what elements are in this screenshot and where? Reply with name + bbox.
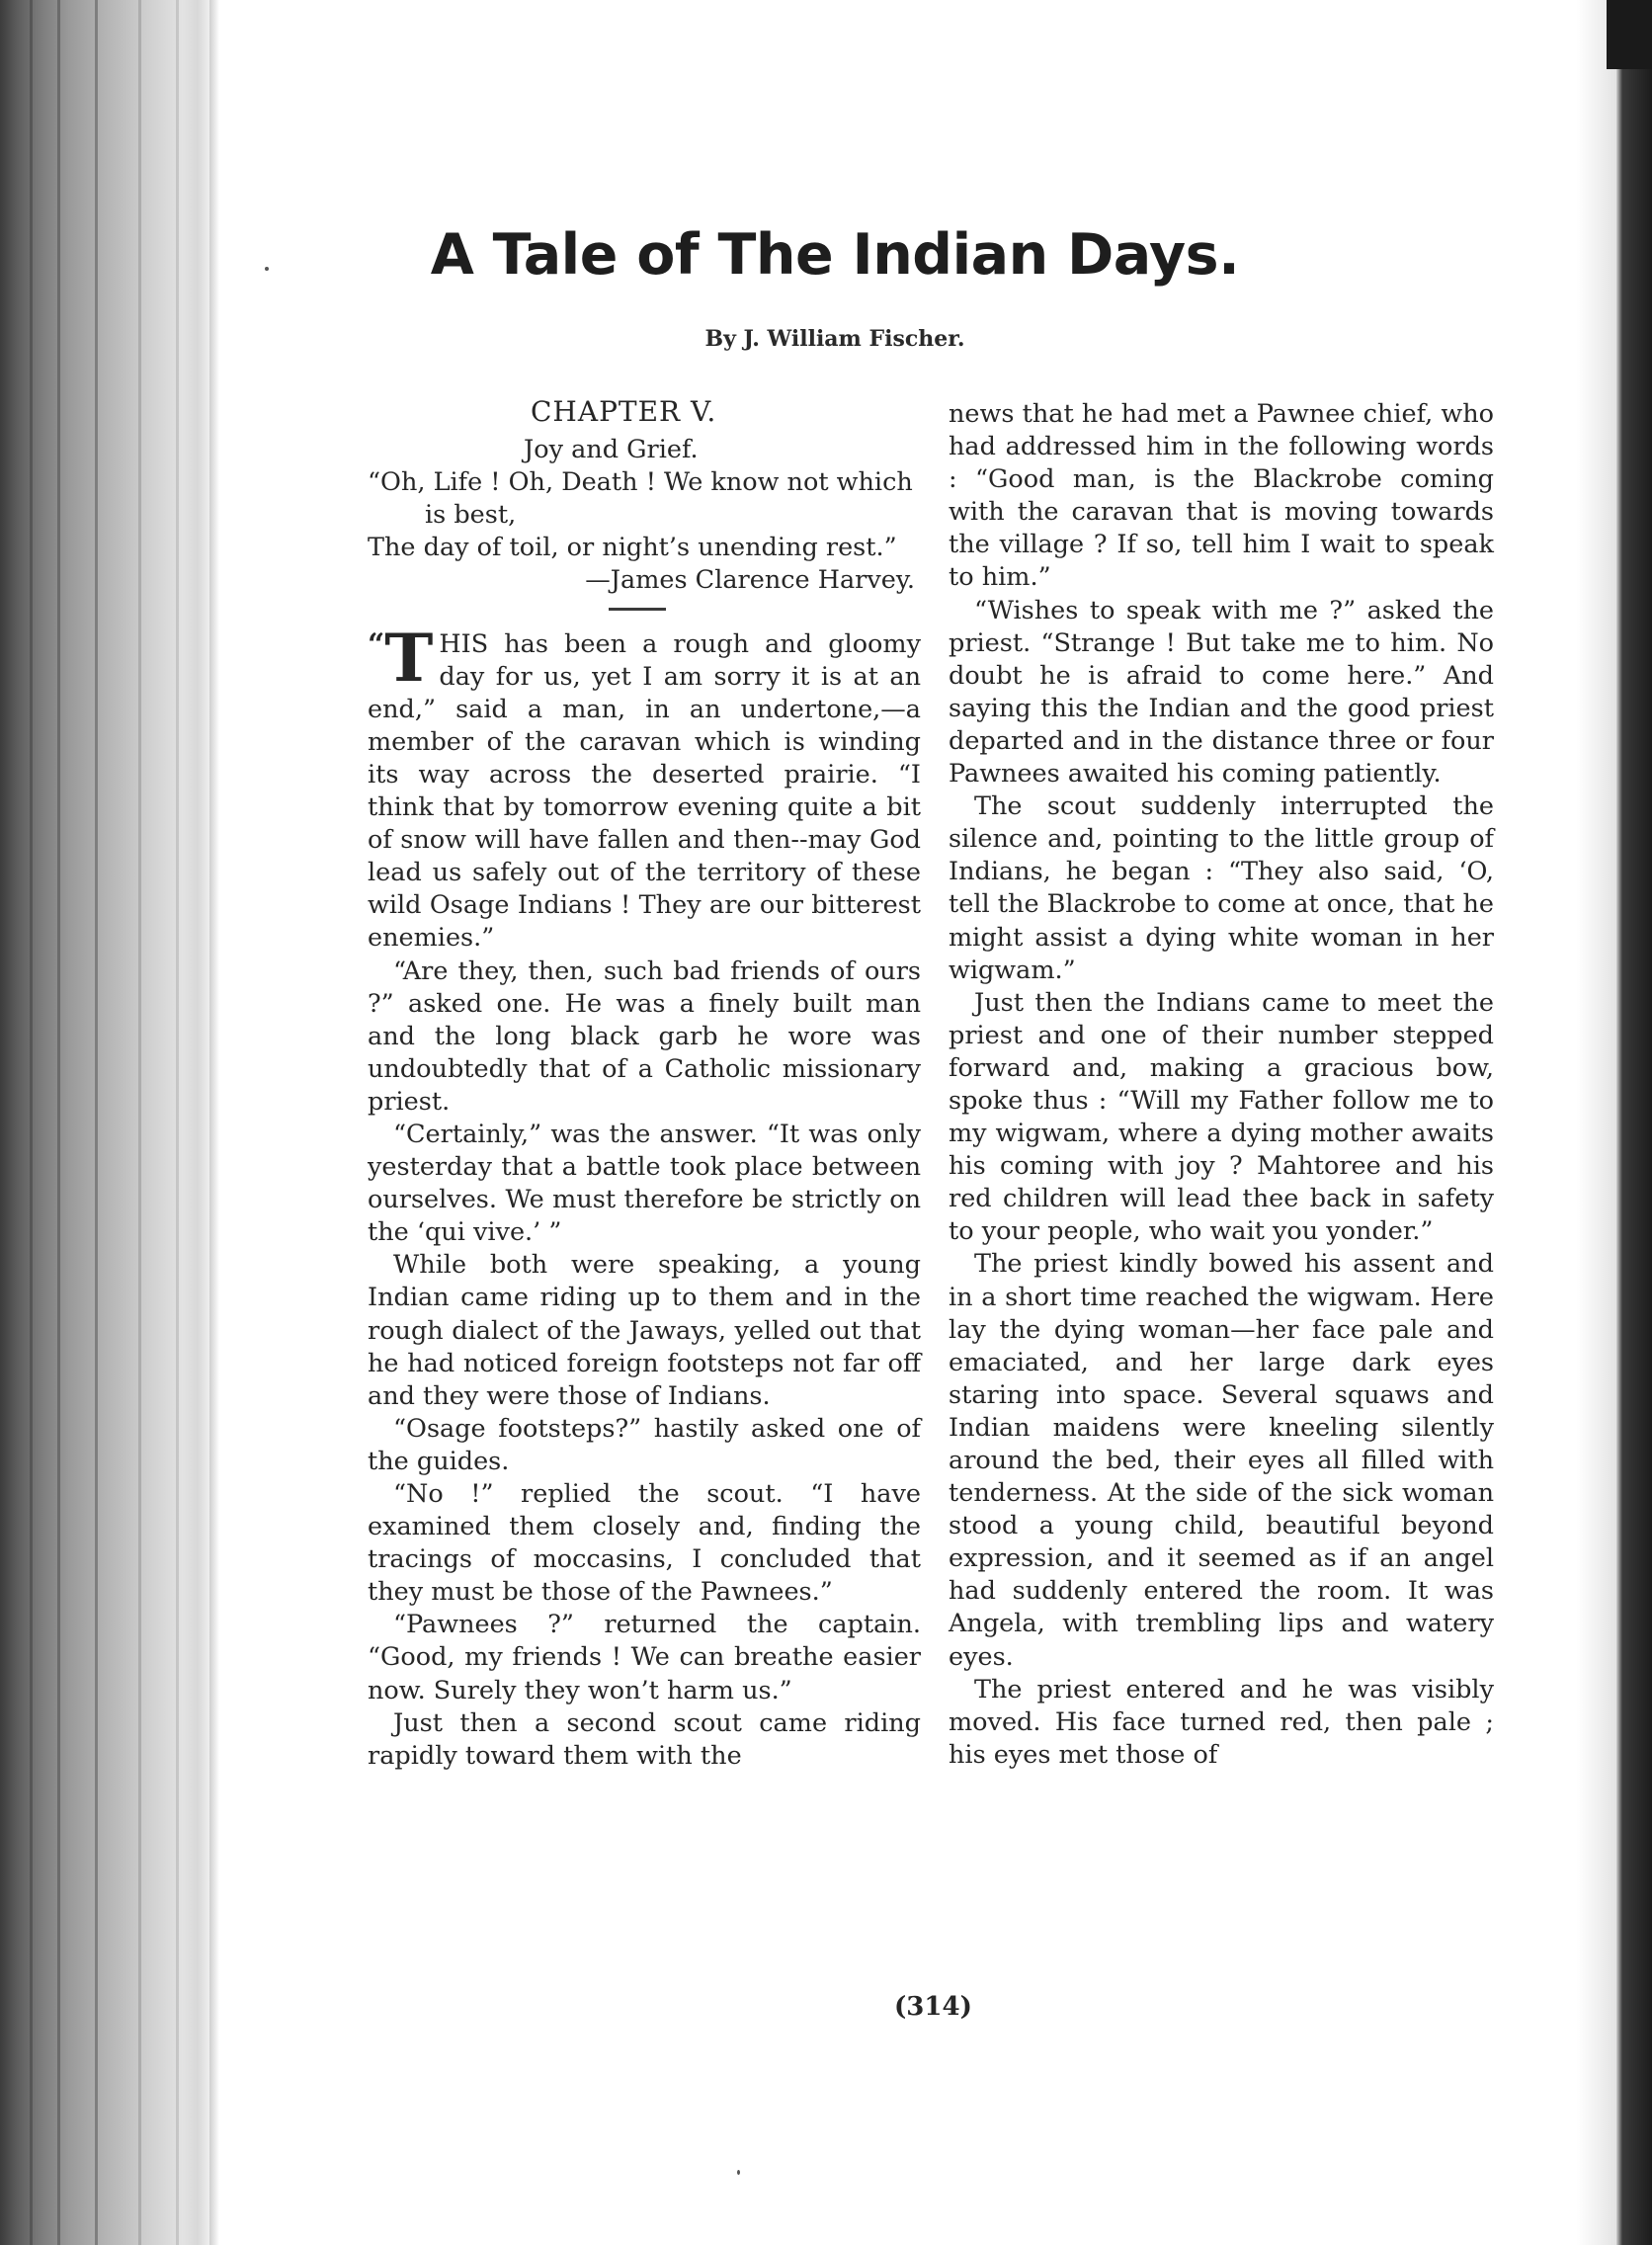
binding-line bbox=[176, 0, 179, 2245]
paragraph: The scout suddenly interrupted the silence and, pointing to the little group of Indians, he began : “They also said, ‘O, tell the Blackrobe to come at once, that he might assist a dying white woman in her wigwam.” bbox=[949, 791, 1494, 985]
right-page-corner bbox=[1607, 0, 1652, 69]
right-page-edge bbox=[1616, 0, 1652, 2245]
paragraph bbox=[368, 619, 921, 956]
paragraph: The priest entered and he was visibly moved. His face turned red, then pale ; his eyes met those of bbox=[949, 1674, 1494, 1770]
paragraph: “No !” replied the scout. “I have examined them closely and, finding the tracings of moccasins, I concluded that they must be those of the Pawnees.” bbox=[368, 1479, 921, 1608]
binding-line bbox=[138, 0, 141, 2245]
right-column bbox=[949, 398, 1494, 1772]
paragraph: news that he had met a Pawnee chief, who had addressed him in the following words : “Good man, is the Blackrobe coming with the caravan that is moving towards the village ? If so, tell him I wait to speak to him.” bbox=[949, 399, 1494, 593]
paper-speck bbox=[265, 267, 269, 271]
paragraph: While both were speaking, a young Indian came riding up to them and in the rough dialect of the Jaways, yelled out that he had noticed foreign footsteps not far off and they were those of Indians. bbox=[368, 1250, 921, 1411]
paper-speck bbox=[737, 2170, 740, 2175]
section-divider bbox=[609, 608, 666, 611]
chapter-heading: CHAPTER V. bbox=[531, 395, 717, 428]
binding-line bbox=[30, 0, 33, 2245]
paragraph: Just then a second scout came riding rapidly toward them with the bbox=[368, 1707, 921, 1771]
paragraph-text: HIS has been a rough and gloomy day for us, yet I am sorry it is at an end,” said a man, in an undertone,—a member of the caravan which is winding its way across the deserted prairie. “I think that by tomorrow evening quite a bit of snow will have fallen and then--may God lead us safely out of the territory of these wild Osage Indians ! They are our bitterest enemies.” bbox=[368, 628, 921, 954]
chapter-subtitle: Joy and Grief. bbox=[524, 435, 699, 465]
epigraph-line: The day of toil, or night’s unending rest.” bbox=[368, 533, 897, 563]
paragraph: The priest kindly bowed his assent and in a short time reached the wigwam. Here lay the dying woman—her face pale and emaciated, and her large dark eyes staring into space. Several squaws and Indian maidens were kneeling silently around the bed, their eyes all filled with tenderness. At the side of the sick woman stood a young child, beautiful beyond expression, and it seemed as if an angel had suddenly entered the room. It was Angela, with trembling lips and watery eyes. bbox=[949, 1249, 1494, 1672]
dropcap-quote: “ bbox=[368, 626, 385, 662]
paragraph: “Osage footsteps?” hastily asked one of the guides. bbox=[368, 1413, 921, 1476]
dropcap bbox=[368, 619, 434, 697]
binding-line bbox=[95, 0, 98, 2245]
paragraph: “Pawnees ?” returned the captain. “Good, my friends ! We can breathe easier now. Surely they won’t harm us.” bbox=[368, 1610, 921, 1705]
book-binding bbox=[0, 0, 209, 2245]
page-edge bbox=[209, 0, 219, 2245]
paragraph: Just then the Indians came to meet the priest and one of their number stepped forward and, making a gracious bow, spoke thus : “Will my Father follow me to my wigwam, where a dying mother awaits his coming with joy ? Mahtoree and his red children will lead thee back in safety to your people, who wait you yonder.” bbox=[949, 987, 1494, 1247]
epigraph-line: “Oh, Life ! Oh, Death ! We know not which is best, bbox=[368, 467, 913, 531]
byline: By J. William Fischer. bbox=[704, 326, 965, 352]
paragraph: “Certainly,” was the answer. “It was only yesterday that a battle took place between ourselves. We must therefore be strictly on the ‘qui vive.’ ” bbox=[368, 1119, 921, 1248]
page-number: (314) bbox=[894, 1992, 972, 2022]
left-column bbox=[368, 395, 921, 1773]
article-title: A Tale of The Indian Days. bbox=[430, 222, 1240, 288]
epigraph-attribution: —James Clarence Harvey. bbox=[585, 565, 915, 596]
binding-line bbox=[57, 0, 60, 2245]
paragraph: “Wishes to speak with me ?” asked the priest. “Strange ! But take me to him. No doubt he is afraid to come here.” And saying this the Indian and the good priest departed and in the distance three or four Pawnees awaited his coming patiently. bbox=[949, 595, 1494, 790]
paragraph: “Are they, then, such bad friends of ours ?” asked one. He was a finely built man and the long black garb he wore was undoubtedly that of a Catholic missionary priest. bbox=[368, 956, 921, 1117]
dropcap-letter: T bbox=[384, 619, 434, 697]
page-shadow bbox=[1577, 0, 1616, 2245]
